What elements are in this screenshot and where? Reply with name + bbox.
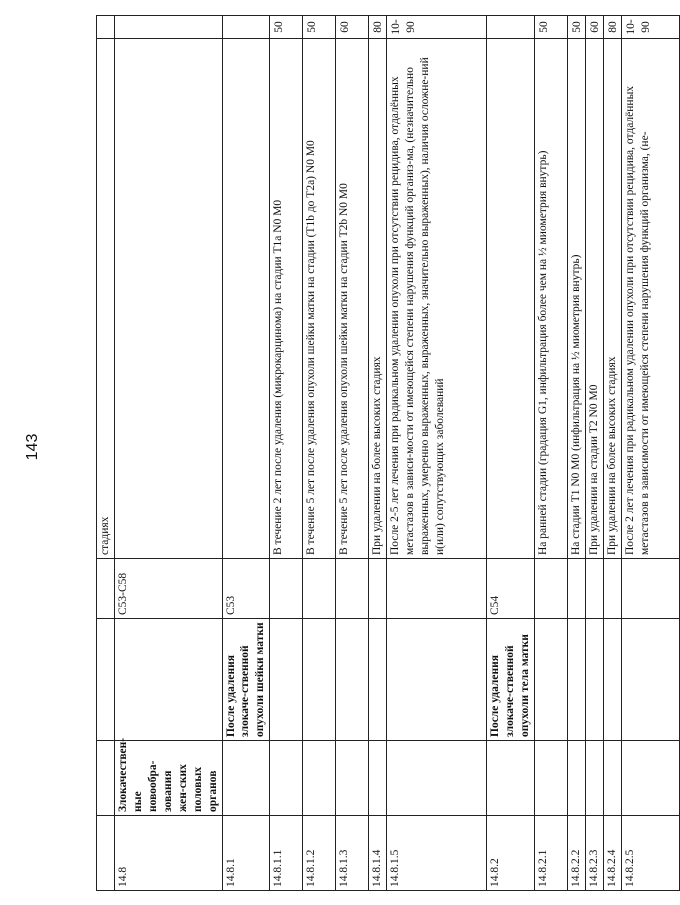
title-cell — [222, 741, 270, 816]
score-cell: 50 — [568, 16, 586, 39]
score-cell: 60 — [586, 16, 604, 39]
subtitle-cell — [387, 619, 487, 741]
table-row — [222, 16, 270, 891]
table-row — [535, 16, 568, 891]
score-cell: 50 — [535, 16, 568, 39]
code-cell: 14.8.2.3 — [586, 816, 604, 891]
code-cell — [97, 816, 115, 891]
score-cell: 10-90 — [387, 16, 487, 39]
subtitle-cell — [603, 619, 621, 741]
disability-criteria-table — [96, 15, 680, 891]
criteria-cell: В течение 2 лет после удаления (микрокарцинома) на стадии T1a N0 M0 — [270, 39, 303, 559]
icd-cell — [336, 559, 369, 619]
title-cell — [487, 741, 535, 816]
table-row — [336, 16, 369, 891]
title-cell — [97, 741, 115, 816]
icd-cell — [586, 559, 604, 619]
criteria-cell: В течение 5 лет после удаления опухоли шейки матки на стадии (T1b до T2a) N0 M0 — [303, 39, 336, 559]
icd-cell: C53-C58 — [114, 559, 222, 619]
icd-cell — [535, 559, 568, 619]
code-cell: 14.8.1.5 — [387, 816, 487, 891]
title-cell — [603, 741, 621, 816]
criteria-cell: В течение 5 лет после удаления опухоли шейки матки на стадии T2b N0 M0 — [336, 39, 369, 559]
subtitle-cell: После удаления злокаче-ственной опухоли тела матки — [487, 619, 535, 741]
score-cell — [222, 16, 270, 39]
rotated-page — [80, 0, 652, 905]
icd-cell — [603, 559, 621, 619]
title-cell — [387, 741, 487, 816]
table-row — [387, 16, 487, 891]
table-row — [303, 16, 336, 891]
page-number: 143 — [24, 433, 41, 461]
title-cell — [369, 741, 387, 816]
icd-cell — [621, 559, 679, 619]
icd-cell: C53 — [222, 559, 270, 619]
score-cell — [487, 16, 535, 39]
icd-cell — [97, 559, 115, 619]
score-cell: 60 — [336, 16, 369, 39]
title-cell: Злокачествен-ные новообра-зования жен-ских половых органов — [114, 741, 222, 816]
criteria-cell: При удалении на более высоких стадиях — [369, 39, 387, 559]
code-cell: 14.8.1.1 — [270, 816, 303, 891]
table-row — [270, 16, 303, 891]
title-cell — [568, 741, 586, 816]
criteria-cell: На стадии T1 N0 M0 (инфильтрация на ½ миометрия внутрь) — [568, 39, 586, 559]
icd-cell — [303, 559, 336, 619]
title-cell — [303, 741, 336, 816]
table-row — [114, 16, 222, 891]
code-cell: 14.8.2.2 — [568, 816, 586, 891]
subtitle-cell — [303, 619, 336, 741]
subtitle-cell — [336, 619, 369, 741]
title-cell — [586, 741, 604, 816]
table-row — [568, 16, 586, 891]
subtitle-cell — [586, 619, 604, 741]
subtitle-cell — [270, 619, 303, 741]
criteria-cell: При удалении на более высоких стадиях — [603, 39, 621, 559]
table-row — [621, 16, 679, 891]
title-cell — [270, 741, 303, 816]
icd-cell: C54 — [487, 559, 535, 619]
subtitle-cell — [369, 619, 387, 741]
score-cell — [97, 16, 115, 39]
title-cell — [535, 741, 568, 816]
subtitle-cell: После удаления злокаче-ственной опухоли шейки матки — [222, 619, 270, 741]
score-cell: 80 — [603, 16, 621, 39]
table-row — [369, 16, 387, 891]
score-cell: 80 — [369, 16, 387, 39]
code-cell: 14.8.1 — [222, 816, 270, 891]
table-row — [97, 16, 115, 891]
subtitle-cell — [97, 619, 115, 741]
icd-cell — [387, 559, 487, 619]
table-row — [603, 16, 621, 891]
score-cell: 50 — [270, 16, 303, 39]
table-row — [487, 16, 535, 891]
criteria-cell — [487, 39, 535, 559]
table-row — [586, 16, 604, 891]
criteria-cell: После 2 лет лечения при радикальном удалении опухоли при отсутствии рецидива, отдалённых метастазов в зависимости от имеющейся степени нарушения функций организма, (не- — [621, 39, 679, 559]
criteria-cell — [222, 39, 270, 559]
score-cell — [114, 16, 222, 39]
code-cell: 14.8.2.1 — [535, 816, 568, 891]
code-cell: 14.8 — [114, 816, 222, 891]
score-cell: 50 — [303, 16, 336, 39]
criteria-cell: стадиях — [97, 39, 115, 559]
criteria-cell — [114, 39, 222, 559]
title-cell — [621, 741, 679, 816]
code-cell: 14.8.1.4 — [369, 816, 387, 891]
icd-cell — [568, 559, 586, 619]
code-cell: 14.8.2.5 — [621, 816, 679, 891]
code-cell: 14.8.1.2 — [303, 816, 336, 891]
criteria-cell: При удалении на стадии T2 N0 M0 — [586, 39, 604, 559]
subtitle-cell — [535, 619, 568, 741]
criteria-cell: На ранней стадии (градация G1, инфильтрация более чем на ½ миометрия внутрь) — [535, 39, 568, 559]
code-cell: 14.8.2 — [487, 816, 535, 891]
icd-cell — [270, 559, 303, 619]
code-cell: 14.8.2.4 — [603, 816, 621, 891]
subtitle-cell — [621, 619, 679, 741]
code-cell: 14.8.1.3 — [336, 816, 369, 891]
criteria-cell: После 2-5 лет лечения при радикальном удалении опухоли при отсутствии рецидива, отдалённых метастазов в зависи-мости от имеющейся степени нарушения функций организ-ма, (незначительно выраженных, умеренно выраженных, выраженных, значительно выраженных), наличия осложне-ний и(или) сопутствующих заболеваний — [387, 39, 487, 559]
subtitle-cell — [114, 619, 222, 741]
score-cell: 10-90 — [621, 16, 679, 39]
title-cell — [336, 741, 369, 816]
subtitle-cell — [568, 619, 586, 741]
icd-cell — [369, 559, 387, 619]
